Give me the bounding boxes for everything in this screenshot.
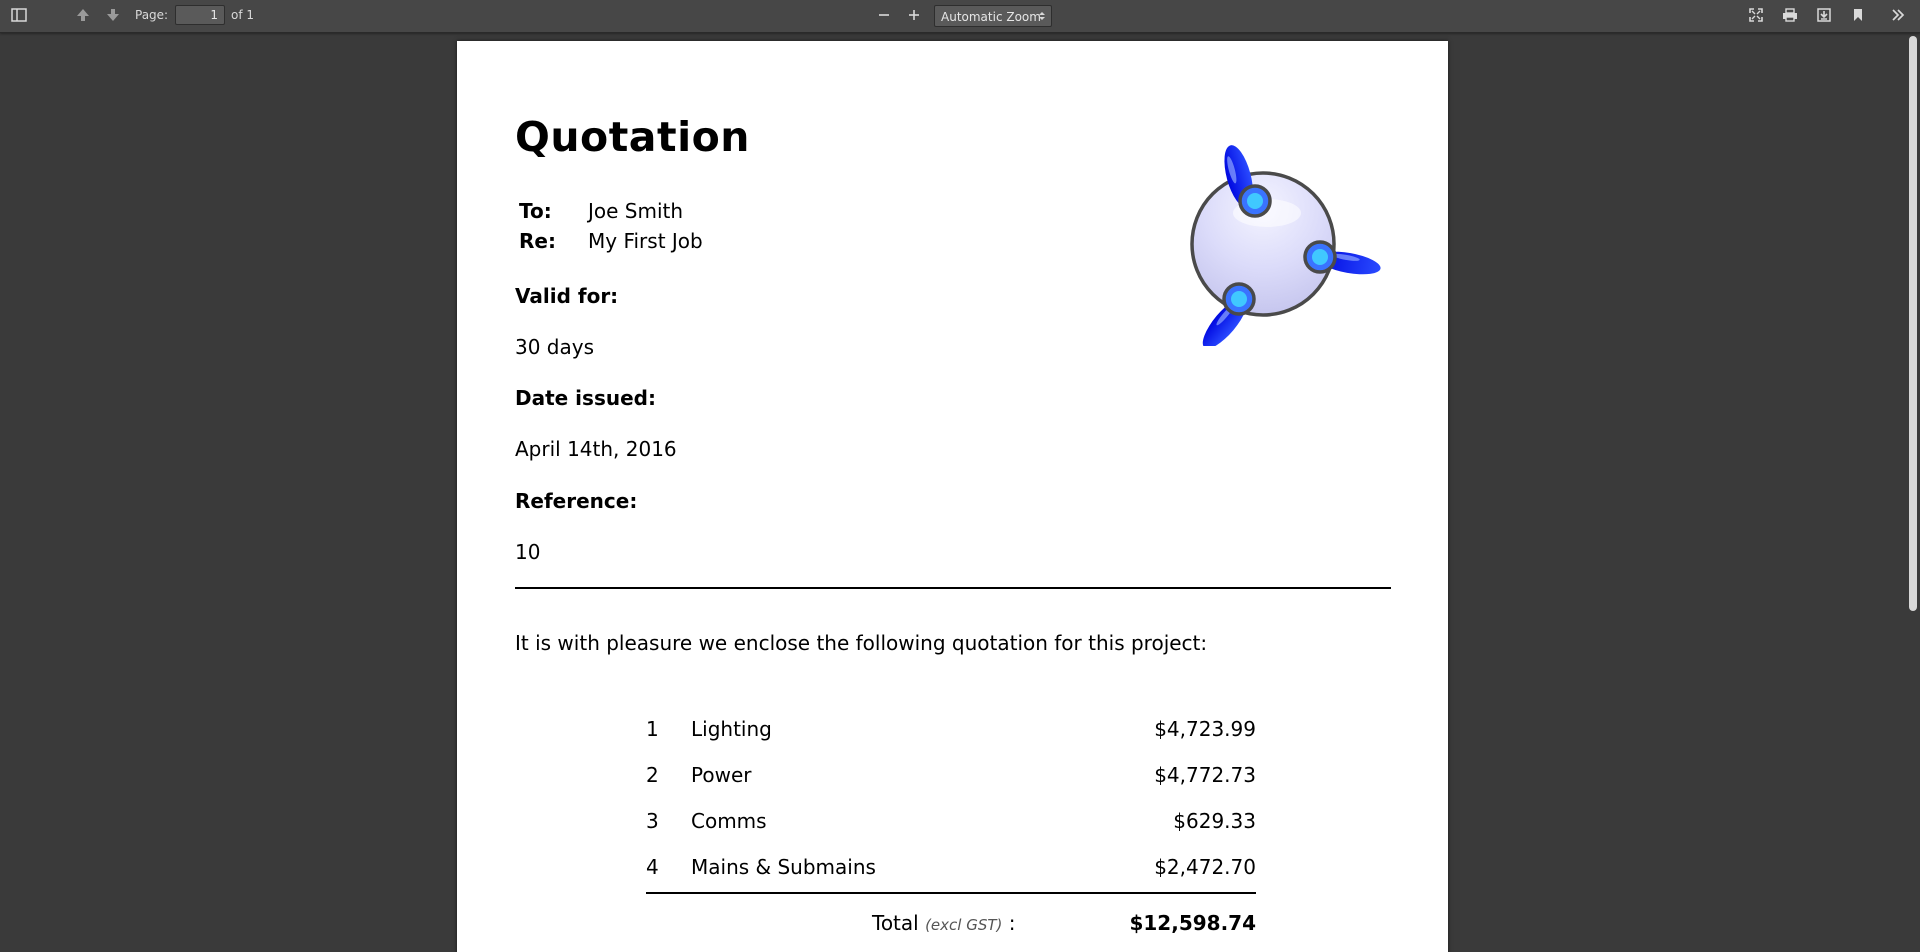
total-colon: : [1008, 911, 1016, 935]
tools-button[interactable] [1885, 4, 1911, 26]
document-viewer[interactable] [0, 33, 1920, 952]
page-total: of 1 [231, 8, 255, 22]
double-chevron-right-icon [1891, 9, 1905, 21]
pdf-page [457, 41, 1448, 952]
date-issued-label: Date issued: [515, 386, 656, 410]
fullscreen-icon [1749, 8, 1763, 22]
intro-text: It is with pleasure we enclose the following quotation for this project: [515, 631, 1208, 655]
next-page-button[interactable] [100, 4, 126, 26]
line-item [646, 763, 1256, 791]
line-item [646, 855, 1256, 883]
total-label [872, 911, 1016, 935]
sidebar-toggle-button[interactable] [6, 4, 32, 26]
line-item-amount: $4,772.73 [1154, 763, 1256, 787]
minus-icon [878, 9, 890, 21]
line-item-number: 4 [646, 855, 659, 879]
sidebar-toggle-icon [11, 8, 27, 22]
line-item-amount: $629.33 [1173, 809, 1256, 833]
re-value: My First Job [588, 229, 703, 253]
line-item [646, 809, 1256, 837]
previous-page-button[interactable] [70, 4, 96, 26]
total-note: (excl GST) [925, 916, 1003, 934]
line-item-amount: $2,472.70 [1154, 855, 1256, 879]
line-item-number: 3 [646, 809, 659, 833]
line-item-description: Mains & Submains [691, 855, 876, 879]
subject-row [519, 229, 703, 253]
recipient-row [519, 199, 683, 223]
line-item-description: Lighting [691, 717, 772, 741]
document-title: Quotation [515, 113, 750, 161]
line-item-description: Comms [691, 809, 767, 833]
line-item [646, 717, 1256, 745]
pdf-toolbar [0, 0, 1920, 33]
arrow-up-icon [76, 8, 90, 22]
page-number-input[interactable] [175, 5, 225, 25]
arrow-down-icon [106, 8, 120, 22]
section-divider [515, 587, 1391, 589]
valid-for-value: 30 days [515, 335, 595, 359]
to-value: Joe Smith [588, 199, 684, 223]
zoom-out-button[interactable] [871, 4, 897, 26]
bookmark-icon [1852, 8, 1864, 22]
line-item-number: 2 [646, 763, 659, 787]
date-issued-value: April 14th, 2016 [515, 437, 677, 461]
print-icon [1782, 8, 1798, 22]
line-item-description: Power [691, 763, 752, 787]
bookmark-button[interactable] [1845, 4, 1871, 26]
reference-value: 10 [515, 540, 541, 564]
download-button[interactable] [1811, 4, 1837, 26]
line-item-amount: $4,723.99 [1154, 717, 1256, 741]
reference-label: Reference: [515, 489, 638, 513]
download-icon [1817, 8, 1831, 22]
zoom-in-button[interactable] [901, 4, 927, 26]
zoom-select-value: Automatic Zoom [941, 10, 1041, 24]
plus-icon [908, 9, 920, 21]
total-amount: $12,598.74 [1129, 911, 1256, 935]
total-text: Total [872, 911, 919, 935]
line-item-number: 1 [646, 717, 659, 741]
to-label: To: [519, 199, 552, 223]
re-label: Re: [519, 229, 556, 253]
presentation-mode-button[interactable] [1743, 4, 1769, 26]
select-arrows-icon [1038, 10, 1046, 22]
print-button[interactable] [1777, 4, 1803, 26]
zoom-select[interactable] [934, 5, 1052, 27]
vertical-scrollbar[interactable] [1906, 33, 1920, 952]
total-divider [646, 892, 1256, 894]
valid-for-label: Valid for: [515, 284, 619, 308]
scrollbar-thumb[interactable] [1909, 36, 1917, 611]
page-label: Page: [135, 8, 169, 22]
company-logo [1167, 131, 1387, 346]
